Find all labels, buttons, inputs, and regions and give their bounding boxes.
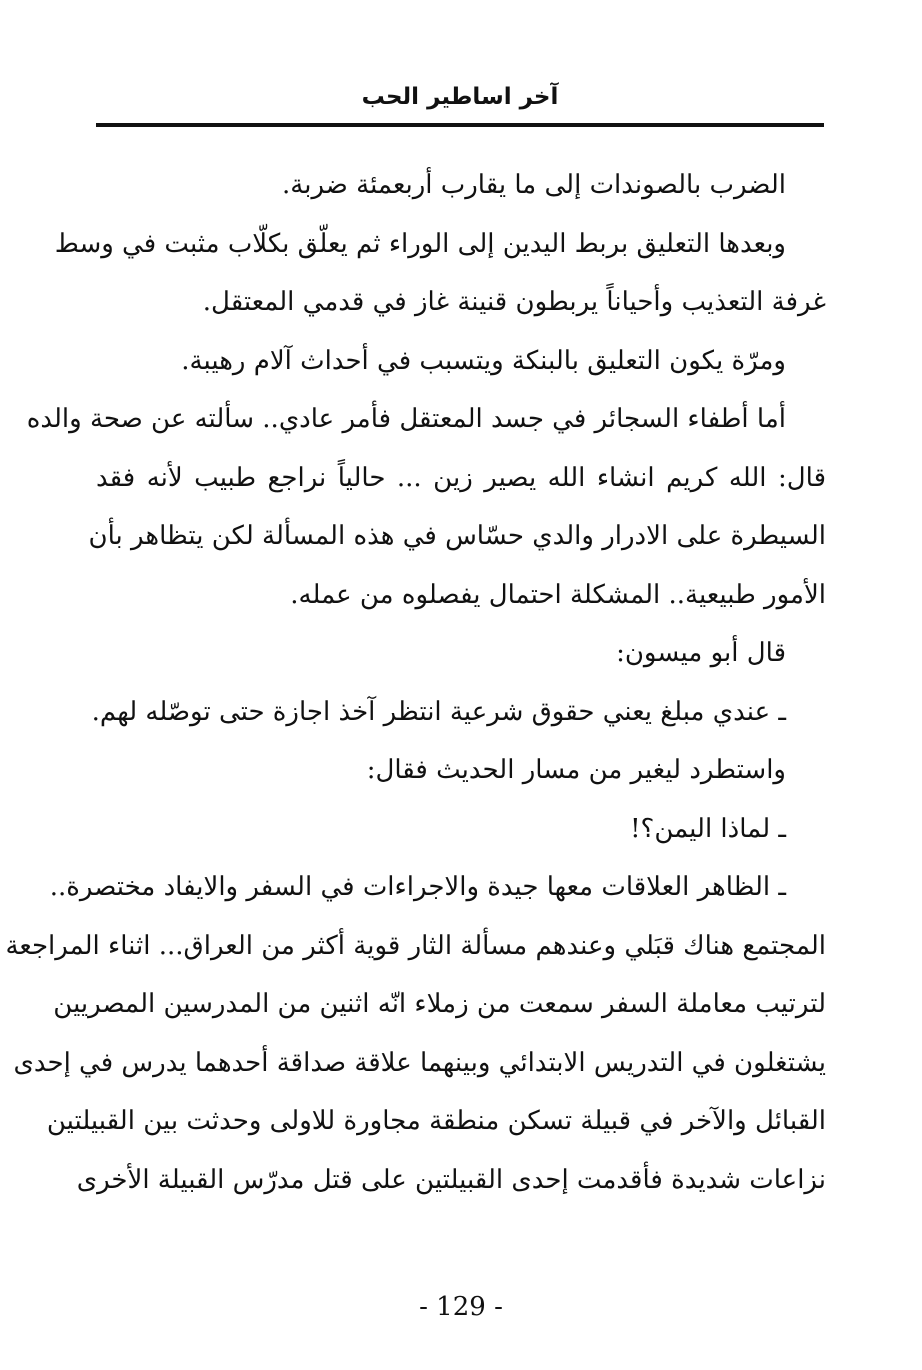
text-line: الأمور طبيعية.. المشكلة احتمال يفصلوه من عمله.: [290, 579, 826, 610]
text-line: السيطرة على الادرار والدي حسّاس في هذه المسألة لكن يتظاهر بأن: [88, 521, 826, 551]
text-line: نزاعات شديدة فأقدمت إحدى القبيلتين على قتل مدرّس القبيلة الأخرى: [76, 1164, 826, 1195]
text-line: ـ لماذا اليمن؟!: [630, 813, 786, 844]
body-text: [5, 160, 826, 1213]
text-line: المجتمع هناك قبَلي وعندهم مسألة الثار قوية أكثر من العراق... اثناء المراجعة: [5, 930, 826, 961]
text-line: واستطرد ليغير من مسار الحديث فقال:: [366, 755, 786, 785]
text-line: ـ الظاهر العلاقات معها جيدة والاجراءات في السفر والايفاد مختصرة..: [49, 872, 786, 902]
text-line: لترتيب معاملة السفر سمعت من زملاء انّه اثنين من المدرسين المصريين: [53, 989, 826, 1019]
text-line: وبعدها التعليق بربط اليدين إلى الوراء ثم يعلّق بكلّاب مثبت في وسط: [54, 228, 786, 259]
text-line: ومرّة يكون التعليق بالبنكة ويتسبب في أحداث آلام رهيبة.: [181, 345, 786, 376]
text-line: غرفة التعذيب وأحياناً يربطون قنينة غاز في قدمي المعتقل.: [202, 287, 826, 317]
text-line: يشتغلون في التدريس الابتدائي وبينهما علاقة صداقة أحدهما يدرس في إحدى: [13, 1047, 826, 1078]
text-line: القبائل والآخر في قبيلة تسكن منطقة مجاورة للاولى وحدثت بين القبيلتين: [46, 1106, 826, 1136]
page-number: - 129 -: [419, 1292, 503, 1322]
text-line: قال: الله كريم انشاء الله يصير زين ... حالياً نراجع طبيب لأنه فقد: [96, 462, 826, 493]
text-line: قال أبو ميسون:: [616, 638, 786, 668]
running-header-title: آخر اساطير الحب: [361, 84, 559, 110]
text-line: ـ عندي مبلغ يعني حقوق شرعية انتظر آخذ اجازة حتى توصّله لهم.: [91, 696, 786, 727]
text-line: أما أطفاء السجائر في جسد المعتقل فأمر عادي.. سألته عن صحة والده: [26, 404, 786, 434]
header-rule: [96, 123, 824, 127]
text-line: الضرب بالصوندات إلى ما يقارب أربعمئة ضربة.: [282, 170, 786, 200]
